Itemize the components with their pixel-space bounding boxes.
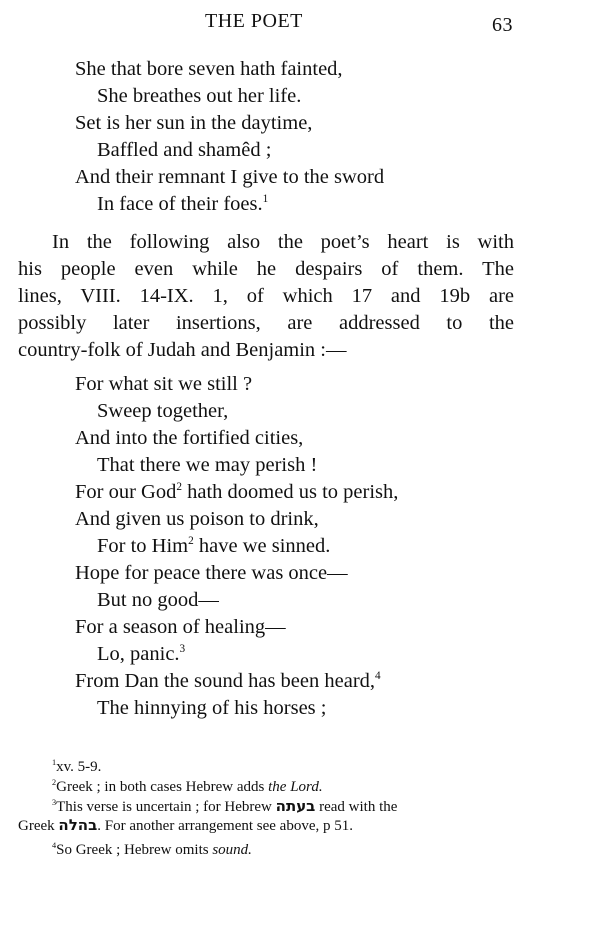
verse-line: In face of their foes.$^1$: [97, 193, 269, 215]
footnote-ref: 4: [375, 670, 381, 683]
footnote-ref: 1: [262, 193, 269, 206]
verse-line: For a season of healing—: [75, 616, 286, 638]
paragraph-line: lines, VIII. 14-IX. 1, of which 17 and 19b are: [18, 285, 514, 307]
paragraph-line: his people even while he despairs of them. The: [18, 258, 514, 280]
verse-line: Set is her sun in the daytime,: [75, 112, 313, 134]
hebrew-word: בעתה: [275, 797, 316, 815]
verse-line: She that bore seven hath fainted,: [75, 58, 343, 80]
footnote-ref: 2: [176, 481, 182, 494]
paragraph-line: country-folk of Judah and Benjamin :—: [18, 339, 347, 361]
footnote-ref: 3: [179, 643, 186, 656]
footnote-ref: 2: [188, 535, 194, 548]
prose-paragraph: [18, 229, 514, 364]
verse-line: And given us poison to drink,: [75, 508, 319, 530]
verse-line: And into the fortified cities,: [75, 427, 304, 449]
verse-line: For to Him$^2$ have we sinned.: [97, 535, 331, 557]
footnote-2: $^2$Greek ; in both cases Hebrew adds the Lord.: [52, 778, 323, 795]
verse-line: She breathes out her life.: [97, 85, 302, 107]
verse-line: Baffled and shamêd ;: [97, 139, 272, 161]
footnote-3-cont: Greek בהלה. For another arrangement see above, p 51.: [18, 816, 353, 834]
verse-line: That there we may perish !: [97, 454, 318, 476]
verse-line: Lo, panic.$^3$: [97, 643, 186, 665]
verse-line: From Dan the sound has been heard,$^4$: [75, 670, 381, 692]
verse-line: The hinnying of his horses ;: [97, 697, 327, 719]
verse-line: For what sit we still ?: [75, 373, 253, 395]
paragraph-line: In the following also the poet’s heart is with: [52, 231, 514, 253]
verse-line: Sweep together,: [97, 400, 229, 422]
paragraph-line: possibly later insertions, are addressed to the: [18, 312, 514, 334]
verse-line: And their remnant I give to the sword: [75, 166, 385, 188]
page-number: 63: [492, 14, 513, 36]
hebrew-word: בהלה: [58, 816, 98, 834]
footnote-3: $^3$This verse is uncertain ; for Hebrew בעתה read with the: [52, 797, 398, 815]
footnote-1: $^1$xv. 5-9.: [52, 758, 102, 775]
verse-line: For our God$^2$ hath doomed us to perish,: [75, 481, 399, 503]
verse-line: Hope for peace there was once—: [75, 562, 348, 584]
running-title: THE POET: [205, 10, 303, 32]
footnote-4: $^4$So Greek ; Hebrew omits sound.: [52, 841, 252, 858]
verse-line: But no good—: [97, 589, 219, 611]
